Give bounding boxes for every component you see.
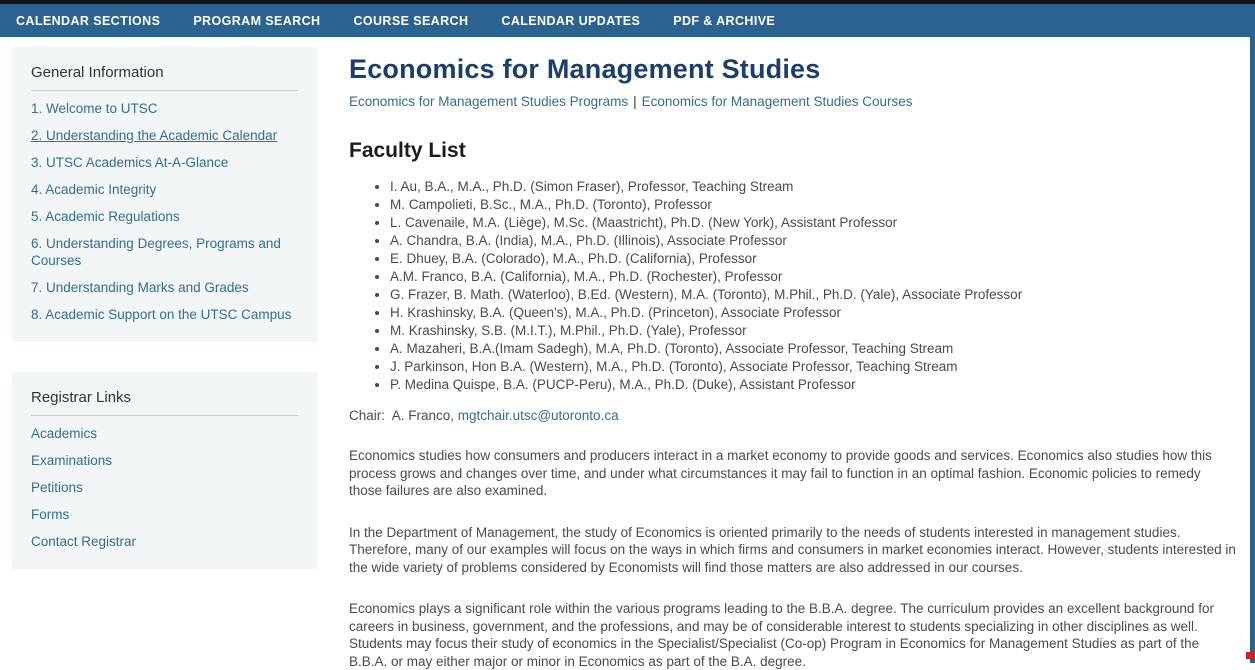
faculty-member: • G. Frazer, B. Math. (Waterloo), B.Ed. (Western), M.A. (Toronto), M.Phil., Ph.D. (Yale), Associate Professor [390, 286, 1237, 304]
list-item [31, 208, 298, 226]
faculty-member: • I. Au, B.A., M.A., Ph.D. (Simon Fraser), Professor, Teaching Stream [390, 178, 1237, 196]
faculty-member: • A.M. Franco, B.A. (California), M.A., Ph.D. (Rochester), Professor [390, 268, 1237, 286]
chair-email-link[interactable]: mgtchair.utsc@utoronto.ca [457, 408, 619, 423]
breadcrumb-separator: | [633, 94, 637, 109]
description-paragraph-1: Economics studies how consumers and producers interact in a market economy to provide goods and services. Economics also studies how this process grows and changes over time, and under what circumstances it may fail to function in an optimal fashion. Economic policies to remedy those failures are also examined. [349, 448, 1212, 498]
sidebar-item-welcome-to-utsc[interactable]: 1. Welcome to UTSC [31, 101, 158, 116]
right-edge-strip [1250, 37, 1255, 663]
list-item [31, 154, 298, 172]
faculty-member: • L. Cavenaile, M.A. (Liège), M.Sc. (Maastricht), Ph.D. (New York), Assistant Professor [390, 214, 1237, 232]
list-item [31, 533, 298, 551]
list-item [31, 452, 298, 470]
scroll-position-mark [1246, 652, 1255, 659]
nav-calendar-updates[interactable]: CALENDAR UPDATES [501, 13, 641, 28]
list-item [31, 100, 298, 118]
chair-line [349, 408, 1237, 423]
list-item [31, 279, 298, 297]
faculty-member: • E. Dhuey, B.A. (Colorado), M.A., Ph.D. (California), Professor [390, 250, 1237, 268]
faculty-list-heading: Faculty List [349, 139, 466, 162]
registrar-links-list [31, 425, 298, 551]
faculty-member: • J. Parkinson, Hon B.A. (Western), M.A., Ph.D. (Toronto), Associate Professor, Teaching Stream [390, 358, 1237, 376]
list-item [31, 181, 298, 199]
general-information-list [31, 100, 298, 324]
list-item [31, 425, 298, 443]
sidebar-item-academic-support-utsc-campus[interactable]: 8. Academic Support on the UTSC Campus [31, 307, 292, 322]
breadcrumb [349, 94, 1237, 109]
faculty-member: • A. Mazaheri, B.A.(Imam Sadegh), M.A, Ph.D. (Toronto), Associate Professor, Teaching Stream [390, 340, 1237, 358]
faculty-list [349, 178, 1237, 394]
description-paragraph-2: In the Department of Management, the study of Economics is oriented primarily to the needs of students interested in management studies. Therefore, many of our examples will focus on the ways in which firms and consumers in market economies interact. However, students interested in the wide variety of problems considered by Economists will find those matters are also addressed in our courses. [349, 524, 1236, 575]
sidebar-divider [31, 90, 298, 91]
sidebar [12, 47, 318, 599]
sidebar-item-utsc-academics-at-a-glance[interactable]: 3. UTSC Academics At-A-Glance [31, 155, 229, 170]
nav-pdf-archive[interactable]: PDF & ARCHIVE [673, 13, 776, 28]
page-body [0, 37, 1255, 670]
faculty-member: • A. Chandra, B.A. (India), M.A., Ph.D. (Illinois), Associate Professor [390, 232, 1237, 250]
nav-program-search[interactable]: PROGRAM SEARCH [193, 13, 321, 28]
programs-link[interactable]: Economics for Management Studies Programs [349, 94, 629, 109]
faculty-member: • P. Medina Quispe, B.A. (PUCP-Peru), M.A., Ph.D. (Duke), Assistant Professor [390, 376, 1237, 394]
general-information-box [12, 47, 318, 342]
list-item [31, 479, 298, 497]
description-paragraph-3: Economics plays a significant role within the various programs leading to the B.B.A. degree. The curriculum provides an excellent background for careers in business, government, and the professions, and may be of considerable interest to students specializing in other disciplines as well. Students may focus their study of economics in the Specialist/Specialist (Co-op) Program in Economics for Management Studies as part of the B.B.A. or may either major or minor in Economics as part of the B.A. degree. [349, 601, 1214, 669]
list-item [31, 506, 298, 524]
sidebar-item-academic-integrity[interactable]: 4. Academic Integrity [31, 182, 157, 197]
faculty-member: • M. Campolieti, B.Sc., M.A., Ph.D. (Toronto), Professor [390, 196, 1237, 214]
sidebar-item-academics[interactable]: Academics [31, 426, 98, 441]
main-navbar [0, 4, 1255, 37]
nav-course-search[interactable]: COURSE SEARCH [353, 13, 469, 28]
sidebar-item-academic-regulations[interactable]: 5. Academic Regulations [31, 209, 180, 224]
sidebar-item-understanding-academic-calendar[interactable]: 2. Understanding the Academic Calendar [31, 128, 278, 143]
faculty-member: • M. Krashinsky, S.B. (M.I.T.), M.Phil., Ph.D. (Yale), Professor [390, 322, 1237, 340]
sidebar-divider [31, 415, 298, 416]
general-information-title: General Information [31, 64, 164, 81]
nav-calendar-sections[interactable]: CALENDAR SECTIONS [16, 13, 161, 28]
registrar-links-title: Registrar Links [31, 389, 132, 406]
list-item [31, 306, 298, 324]
sidebar-item-examinations[interactable]: Examinations [31, 453, 113, 468]
faculty-member: • H. Krashinsky, B.A. (Queen's), M.A., Ph.D. (Princeton), Associate Professor [390, 304, 1237, 322]
sidebar-item-forms[interactable]: Forms [31, 507, 70, 522]
sidebar-item-understanding-degrees-programs-courses[interactable]: 6. Understanding Degrees, Programs and Courses [31, 236, 281, 268]
registrar-links-box [12, 372, 318, 569]
list-item [31, 127, 298, 145]
main-content [349, 37, 1237, 670]
sidebar-item-understanding-marks-and-grades[interactable]: 7. Understanding Marks and Grades [31, 280, 249, 295]
list-item [31, 235, 298, 270]
sidebar-item-petitions[interactable]: Petitions [31, 480, 83, 495]
courses-link[interactable]: Economics for Management Studies Courses [641, 94, 913, 109]
page-title: Economics for Management Studies [349, 54, 821, 84]
chair-label: Chair: A. Franco, [349, 408, 458, 423]
sidebar-item-contact-registrar[interactable]: Contact Registrar [31, 534, 137, 549]
